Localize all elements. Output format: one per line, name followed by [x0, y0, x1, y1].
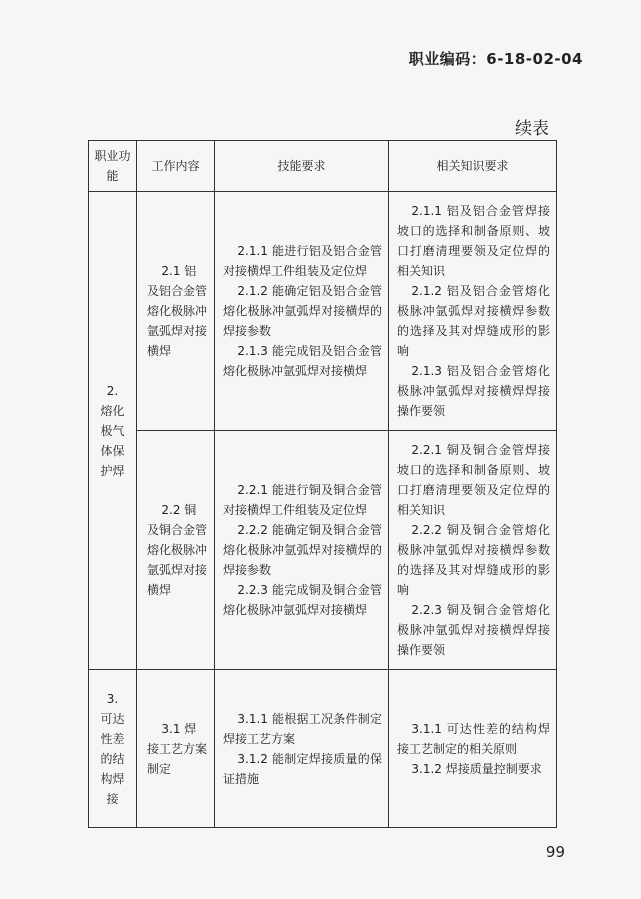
skills-table	[88, 140, 557, 828]
knowledge-item: 2.2.3 铜及铜合金管熔化极脉冲氩弧焊对接横焊焊接操作要领	[397, 603, 550, 657]
knowledge-item: 3.1.2 焊接质量控制要求	[411, 761, 542, 776]
knowledge-item: 2.2.1 铜及铜合金管焊接坡口的选择和制备原则、坡口打磨清理要领及定位焊的相关知识	[397, 443, 550, 517]
skills-cell	[215, 670, 389, 828]
table-row	[89, 431, 557, 670]
skill-item: 3.1.1 能根据工况条件制定焊接工艺方案	[223, 711, 382, 746]
work-content-cell: 2.1 铝及铝合金管熔化极脉冲氩弧焊对接横焊	[137, 192, 215, 431]
skills-cell	[215, 192, 389, 431]
function-name: 熔化极气体保护焊	[100, 403, 125, 478]
skill-item: 2.1.3 能完成铝及铝合金管熔化极脉冲氩弧焊对接横焊	[223, 344, 382, 378]
job-code: 职业编码：6-18-02-04	[408, 50, 583, 68]
continued-label: 续表	[515, 119, 549, 139]
skills-cell	[215, 431, 389, 670]
knowledge-item: 2.1.1 铝及铝合金管焊接坡口的选择和制备原则、坡口打磨清理要领及定位焊的相关知识	[397, 204, 550, 278]
table-row	[89, 192, 557, 431]
knowledge-item: 2.1.3 铝及铝合金管熔化极脉冲氩弧焊对接横焊焊接操作要领	[397, 364, 550, 418]
knowledge-item: 2.1.2 铝及铝合金管熔化极脉冲氩弧焊对接横焊参数的选择及其对焊缝成形的影响	[397, 284, 550, 358]
skill-item: 2.1.1 能进行铝及铝合金管对接横焊工件组装及定位焊	[223, 244, 382, 278]
work-content-cell: 2.2 铜及铜合金管熔化极脉冲氩弧焊对接横焊	[137, 431, 215, 670]
function-number: 2.	[106, 383, 119, 398]
header-function: 职业功能	[89, 141, 137, 192]
page-number: 99	[545, 843, 565, 861]
header-work: 工作内容	[137, 141, 215, 192]
function-cell-2	[89, 192, 137, 670]
knowledge-item: 3.1.1 可达性差的结构焊接工艺制定的相关原则	[397, 721, 550, 756]
skill-item: 2.2.1 能进行铜及铜合金管对接横焊工件组装及定位焊	[223, 483, 382, 517]
knowledge-cell	[389, 670, 557, 828]
work-content-cell: 3.1 焊接工艺方案制定	[137, 670, 215, 828]
function-name: 可达性差的结构焊接	[100, 711, 125, 806]
knowledge-cell	[389, 431, 557, 670]
table-row	[89, 670, 557, 828]
header-skills: 技能要求	[215, 141, 389, 192]
knowledge-item: 2.2.2 铜及铜合金管熔化极脉冲氩弧焊对接横焊参数的选择及其对焊缝成形的影响	[397, 523, 550, 597]
knowledge-cell	[389, 192, 557, 431]
skill-item: 2.2.2 能确定铜及铜合金管熔化极脉冲氩弧焊对接横焊的焊接参数	[223, 523, 382, 577]
skill-item: 2.1.2 能确定铝及铝合金管熔化极脉冲氩弧焊对接横焊的焊接参数	[223, 284, 382, 338]
function-cell-3	[89, 670, 137, 828]
table-header-row	[89, 141, 557, 192]
header-knowledge: 相关知识要求	[389, 141, 557, 192]
function-number: 3.	[106, 691, 119, 706]
skill-item: 3.1.2 能制定焊接质量的保证措施	[223, 751, 382, 786]
skill-item: 2.2.3 能完成铜及铜合金管熔化极脉冲氩弧焊对接横焊	[223, 583, 382, 617]
